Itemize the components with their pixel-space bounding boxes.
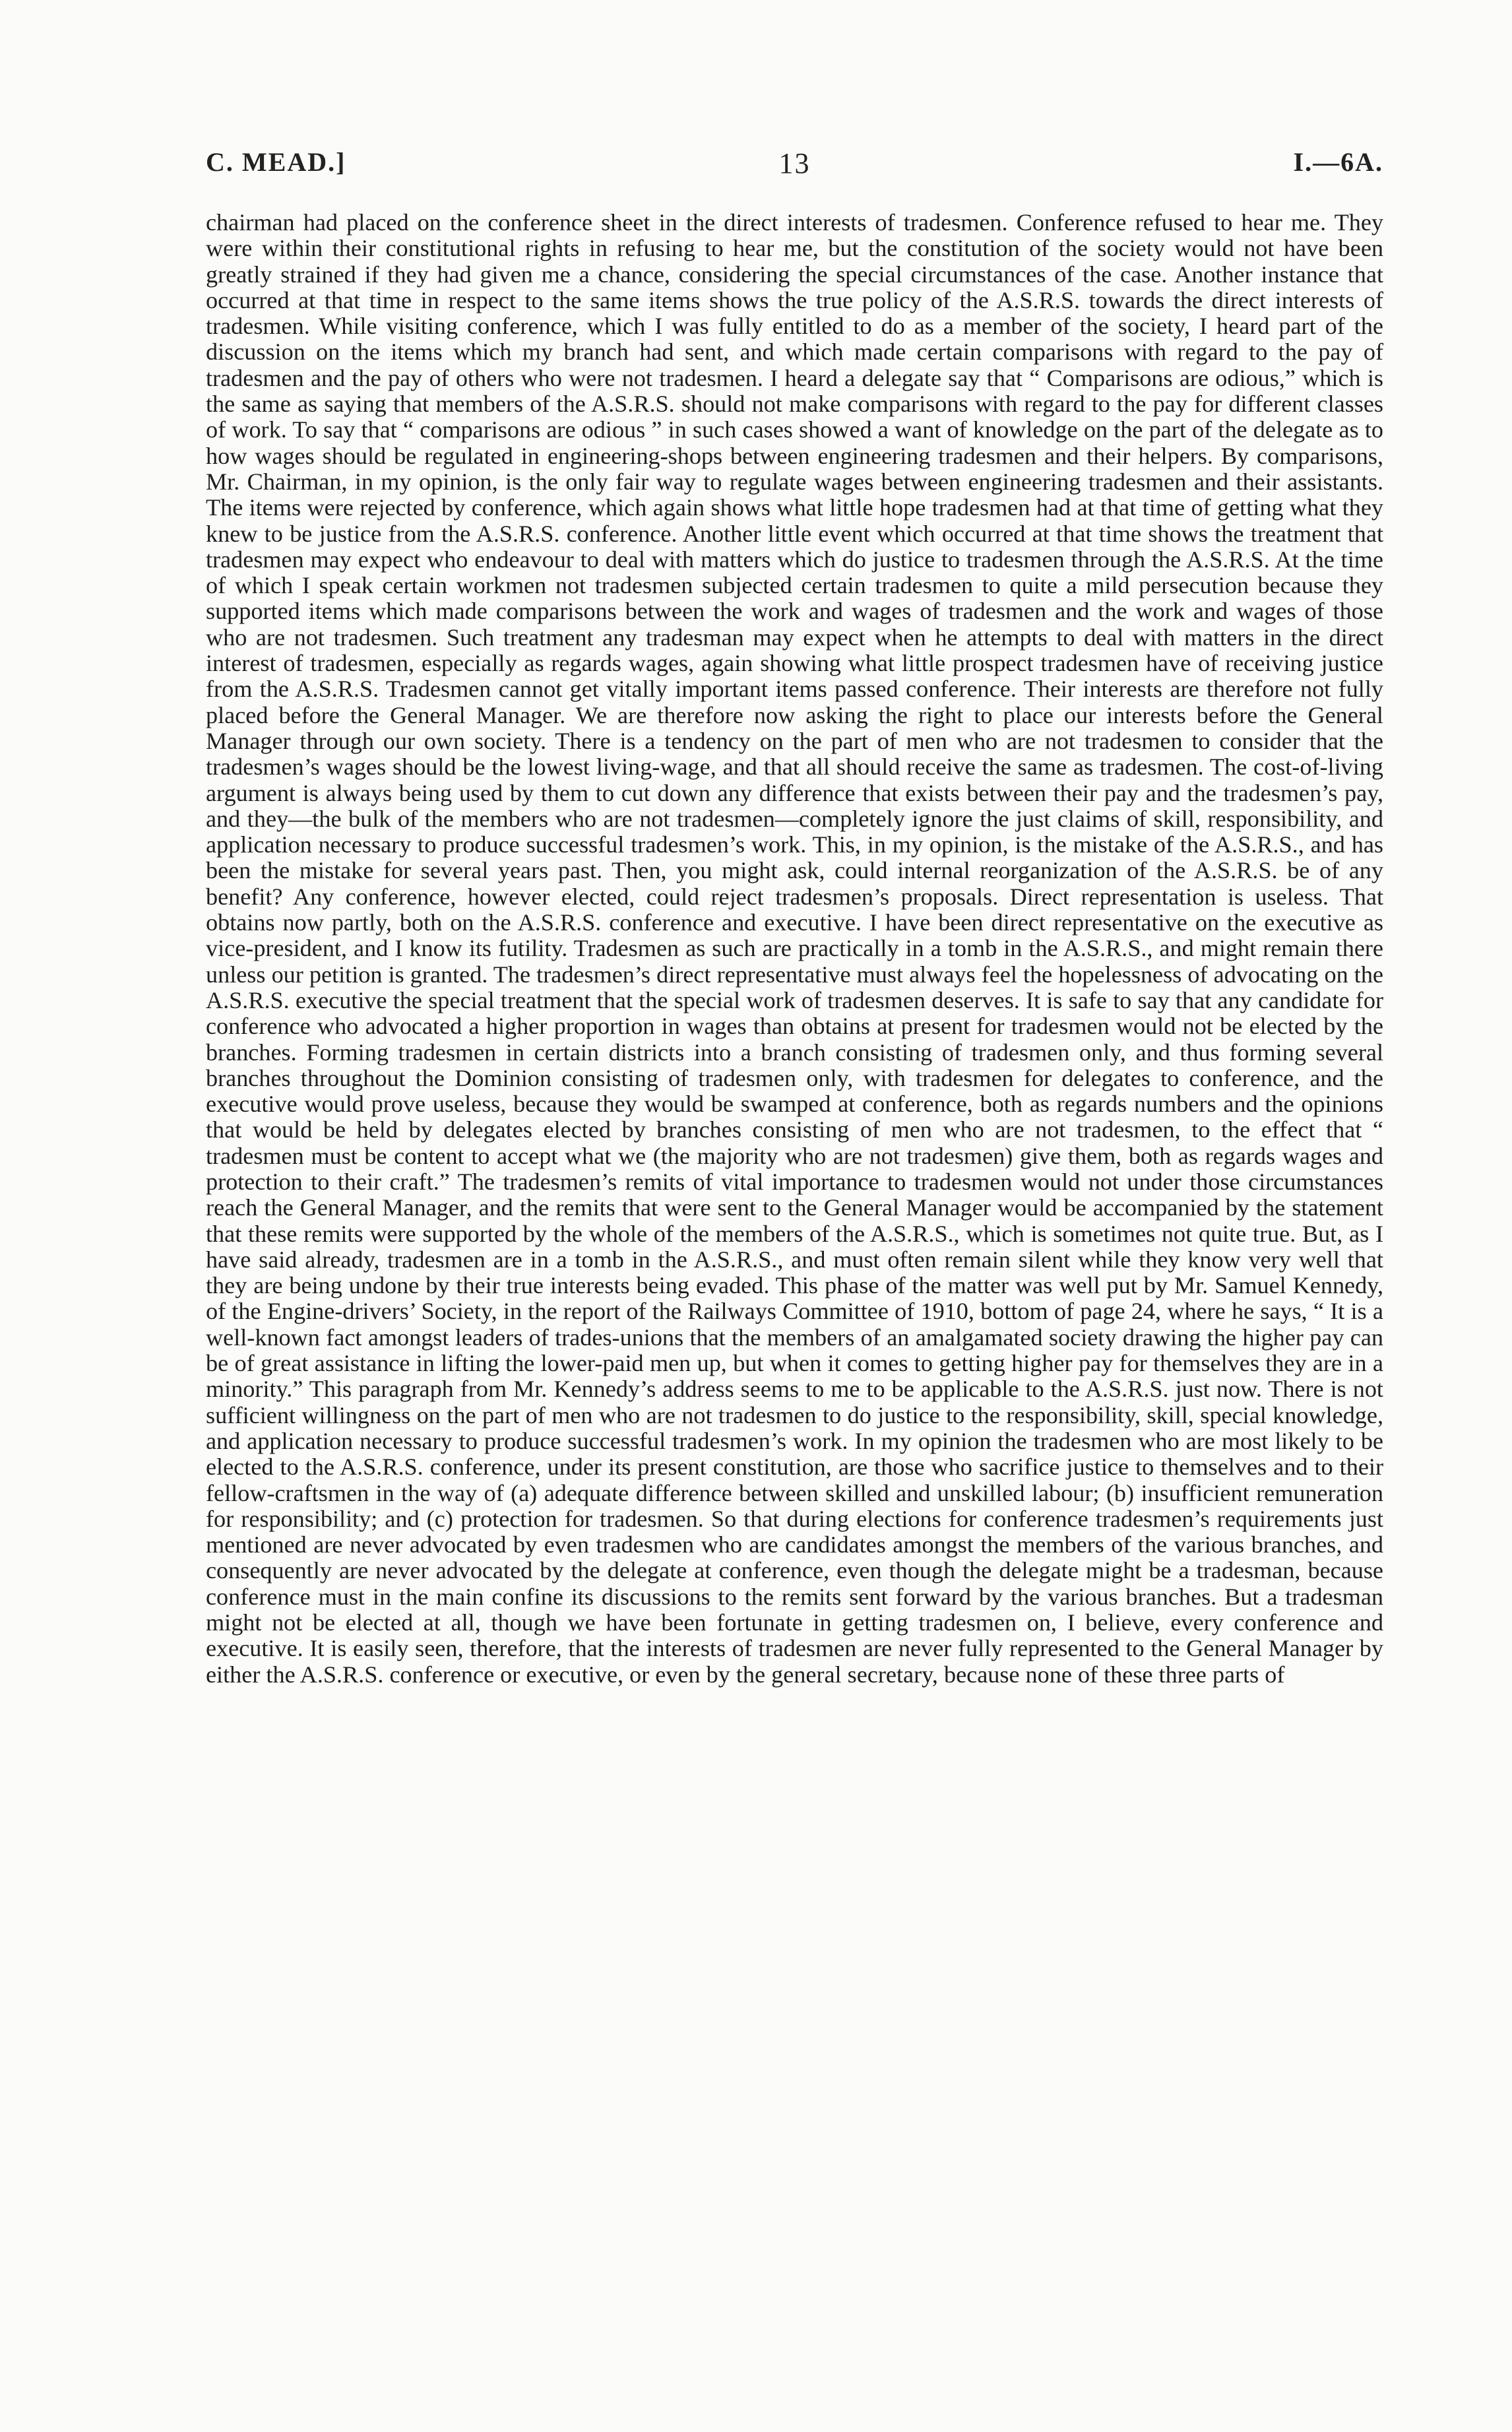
document-reference: I.—6A. xyxy=(1293,147,1383,177)
page-number: 13 xyxy=(778,147,811,179)
author-name: C. MEAD.] xyxy=(206,147,346,177)
running-head xyxy=(206,146,1383,186)
body-paragraph: chairman had placed on the conference sheet in the direct interests of tradesmen. Conference refused to hear me. They were within their constitutional rights in refusing to hear me, but the constitution of the society would not have been greatly strained if they had given me a chance, considering the special circumstances of the case. Another instance that occurred at that time in respect to the same items shows the true policy of the A.S.R.S. towards the direct interests of tradesmen. While visiting conference, which I was fully entitled to do as a member of the society, I heard part of the discussion on the items which my branch had sent, and which made certain comparisons with regard to the pay of tradesmen and the pay of others who were not tradesmen. I heard a delegate say that “ Comparisons are odious,” which is the same as saying that members of the A.S.R.S. should not make comparisons with regard to the pay for different classes of work. To say that “ comparisons are odious ” in such cases showed a want of knowledge on the part of the delegate as to how wages should be regulated in engineering-shops between engineering tradesmen and their helpers. By comparisons, Mr. Chairman, in my opinion, is the only fair way to regulate wages between engineering tradesmen and their assistants. The items were rejected by conference, which again shows what little hope tradesmen had at that time of getting what they knew to be justice from the A.S.R.S. conference. Another little event which occurred at that time shows the treatment that tradesmen may expect who endeavour to deal with matters which do justice to tradesmen through the A.S.R.S. At the time of which I speak certain workmen not tradesmen subjected certain tradesmen to quite a mild persecution because they supported items which made comparisons between the work and wages of tradesmen and the work and wages of those who are not tradesmen. Such treatment any tradesman may expect when he attempts to deal with matters in the direct interest of tradesmen, especially as regards wages, again showing what little prospect tradesmen have of receiving justice from the A.S.R.S. Tradesmen cannot get vitally important items passed conference. Their interests are therefore not fully placed before the General Manager. We are therefore now asking the right to place our interests before the General Manager through our own society. There is a tendency on the part of men who are not tradesmen to consider that the tradesmen’s wages should be the lowest living-wage, and that all should receive the same as tradesmen. The cost-of-living argument is always being used by them to cut down any difference that exists between their pay and the tradesmen’s pay, and they—the bulk of the members who are not tradesmen—completely ignore the just claims of skill, responsibility, and application necessary to produce successful tradesmen’s work. This, in my opinion, is the mistake of the A.S.R.S., and has been the mistake for several years past. Then, you might ask, could internal reorganization of the A.S.R.S. be of any benefit? Any conference, however elected, could reject tradesmen’s proposals. Direct representation is useless. That obtains now partly, both on the A.S.R.S. conference and executive. I have been direct representative on the executive as vice-president, and I know its futility. Tradesmen as such are practically in a tomb in the A.S.R.S., and might remain there unless our petition is granted. The tradesmen’s direct representative must always feel the hopelessness of advocating on the A.S.R.S. executive the special treatment that the special work of tradesmen deserves. It is safe to say that any candidate for conference who advocated a higher proportion in wages than obtains at present for tradesmen would not be elected by the branches. Forming tradesmen in certain districts into a branch consisting of tradesmen only, and thus forming several branches throughout the Dominion consisting of tradesmen only, with tradesmen for delegates to conference, and the executive would prove useless, because they would be swamped at conference, both as regards numbers and the opinions that would be held by delegates elected by branches consisting of men who are not tradesmen, to the effect that “ tradesmen must be content to accept what we (the majority who are not tradesmen) give them, both as regards wages and protection to their craft.” The tradesmen’s remits of vital importance to tradesmen would not under those circumstances reach the General Manager, and the remits that were sent to the General Manager would be accompanied by the statement that these remits were supported by the whole of the members of the A.S.R.S., which is sometimes not quite true. But, as I have said already, tradesmen are in a tomb in the A.S.R.S., and must often remain silent while they know very well that they are being undone by their true interests being evaded. This phase of the matter was well put by Mr. Samuel Kennedy, of the Engine-drivers’ Society, in the report of the Railways Committee of 1910, bottom of page 24, where he says, “ It is a well-known fact amongst leaders of trades-unions that the members of an amalgamated society drawing the higher pay can be of great assistance in lifting the lower-paid men up, but when it comes to getting higher pay for themselves they are in a minority.” This paragraph from Mr. Kennedy’s address seems to me to be applicable to the A.S.R.S. just now. There is not sufficient willingness on the part of men who are not tradesmen to do justice to the responsibility, skill, special knowledge, and application necessary to produce successful tradesmen’s work. In my opinion the tradesmen who are most likely to be elected to the A.S.R.S. conference, under its present constitution, are those who sacrifice justice to themselves and to their fellow-craftsmen in the way of (a) adequate difference between skilled and unskilled labour; (b) insufficient remuneration for responsibility; and (c) protection for tradesmen. So that during elections for conference tradesmen’s requirements just mentioned are never advocated by even tradesmen who are candidates amongst the members of the various branches, and consequently are never advocated by the delegate at conference, even though the delegate might be a tradesman, because conference must in the main confine its discussions to the remits sent forward by the various branches. But a tradesman might not be elected at all, though we have been fortunate in getting tradesmen on, I believe, every conference and executive. It is easily seen, therefore, that the interests of tradesmen are never fully represented to the General Manager by either the A.S.R.S. conference or executive, or even by the general secretary, because none of these three parts of xyxy=(206,210,1383,1688)
